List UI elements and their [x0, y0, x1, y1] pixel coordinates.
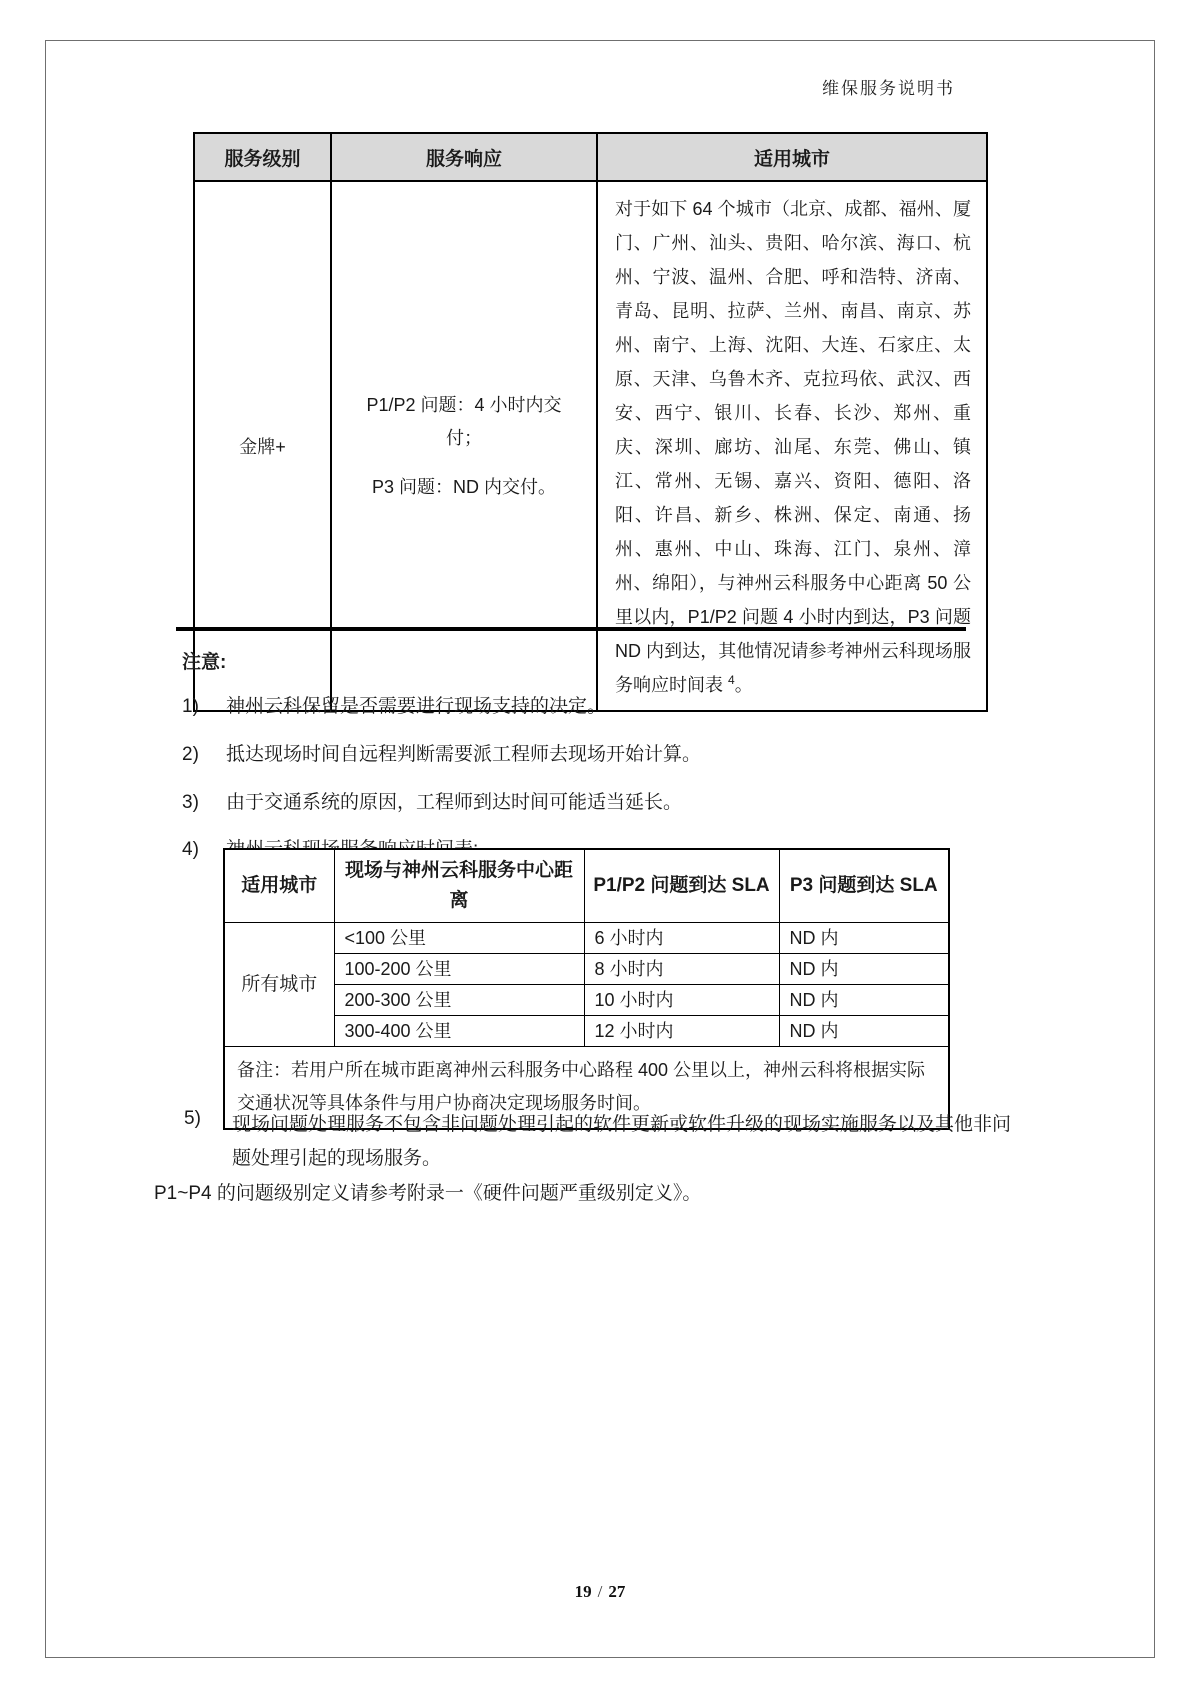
header-service-level: 服务级别 [194, 133, 331, 181]
cities-text-tail: 。 [734, 675, 753, 695]
response-line-2: P3 问题：ND 内交付。 [371, 476, 557, 497]
table-header-row [194, 133, 987, 181]
table-header-row [224, 849, 949, 923]
list-item [182, 743, 982, 767]
list-item-5 [184, 1108, 1034, 1176]
p12-sla-cell: 6 小时内 [584, 923, 779, 954]
section-divider [176, 627, 966, 631]
distance-cell: 100-200 公里 [334, 954, 584, 985]
p12-sla-cell: 10 小时内 [584, 985, 779, 1016]
note-number: 1) [182, 696, 199, 717]
note-number: 3) [182, 791, 199, 813]
note-text: 现场问题处理服务不包含非问题处理引起的软件更新或软件升级的现场实施服务以及其他非问题处理引起的现场服务。 [232, 1114, 1012, 1169]
footnote-reference: 4 [728, 673, 735, 687]
service-level-cell: 金牌+ [194, 181, 331, 711]
page-footer [0, 1582, 1200, 1602]
note-number: 4) [182, 839, 199, 861]
header-p12-sla: P1/P2 问题到达 SLA [584, 849, 779, 923]
distance-cell: 200-300 公里 [334, 985, 584, 1016]
distance-cell: <100 公里 [334, 923, 584, 954]
p3-sla-cell: ND 内 [779, 954, 949, 985]
applicable-cities-cell [597, 181, 987, 711]
remark-cell: 备注：若用户所在城市距离神州云科服务中心路程 400 公里以上，神州云科将根据实际交通状况等具体条件与用户协商决定现场服务时间。 [224, 1047, 949, 1129]
document-header-title: 维保服务说明书 [822, 79, 955, 98]
note-text: 由于交通系统的原因，工程师到达时间可能适当延长。 [226, 791, 683, 813]
p12-sla-cell: 12 小时内 [584, 1016, 779, 1047]
header-p3-sla: P3 问题到达 SLA [779, 849, 949, 923]
header-applicable-cities: 适用城市 [597, 133, 987, 181]
closing-paragraph: P1~P4 的问题级别定义请参考附录一《硬件问题严重级别定义》。 [154, 1183, 702, 1204]
total-page-number: 27 [608, 1582, 626, 1601]
service-response-cell [331, 181, 597, 711]
note-text: 抵达现场时间自远程判断需要派工程师去现场开始计算。 [226, 743, 702, 765]
header-service-response: 服务响应 [331, 133, 597, 181]
current-page-number: 19 [574, 1582, 592, 1601]
p12-sla-cell: 8 小时内 [584, 954, 779, 985]
response-time-table [223, 848, 950, 1130]
header-applicable-city: 适用城市 [224, 849, 334, 923]
p3-sla-cell: ND 内 [779, 923, 949, 954]
table-row [224, 923, 949, 954]
note-text: 神州云科保留是否需要进行现场支持的决定。 [226, 696, 607, 717]
service-level-table [193, 132, 988, 712]
city-scope-cell: 所有城市 [224, 923, 334, 1047]
response-line-1: P1/P2 问题：4 小时内交付； [366, 394, 562, 448]
header-distance: 现场与神州云科服务中心距离 [334, 849, 584, 923]
table-row [194, 181, 987, 711]
cities-text: 对于如下 64 个城市（北京、成都、福州、厦门、广州、汕头、贵阳、哈尔滨、海口、杭州、宁波、温州、合肥、呼和浩特、济南、青岛、昆明、拉萨、兰州、南昌、南京、苏州、南宁、上海、沈阳、大连、石家庄、太原、天津、乌鲁木齐、克拉玛依、武汉、西安、西宁、银川、长春、长沙、郑州、重庆、深圳、廊坊、汕尾、东莞、佛山、镇江、常州、无锡、嘉兴、资阳、德阳、洛阳、许昌、新乡、株洲、保定、南通、扬州、惠州、中山、珠海、江门、泉州、漳州、绵阳），与神州云科服务中心距离 50 公里以内，P1/P2 问题 4 小时内到达，P3 问题 ND 内到达，其他情况请参考神州云科现场服务响应时间表 [615, 199, 971, 695]
p3-sla-cell: ND 内 [779, 985, 949, 1016]
page-separator: / [597, 1582, 603, 1601]
list-item [182, 695, 982, 719]
list-item [182, 791, 982, 815]
note-number: 2) [182, 743, 199, 765]
notes-title: 注意: [182, 652, 227, 673]
distance-cell: 300-400 公里 [334, 1016, 584, 1047]
p3-sla-cell: ND 内 [779, 1016, 949, 1047]
note-number: 5) [184, 1108, 201, 1129]
